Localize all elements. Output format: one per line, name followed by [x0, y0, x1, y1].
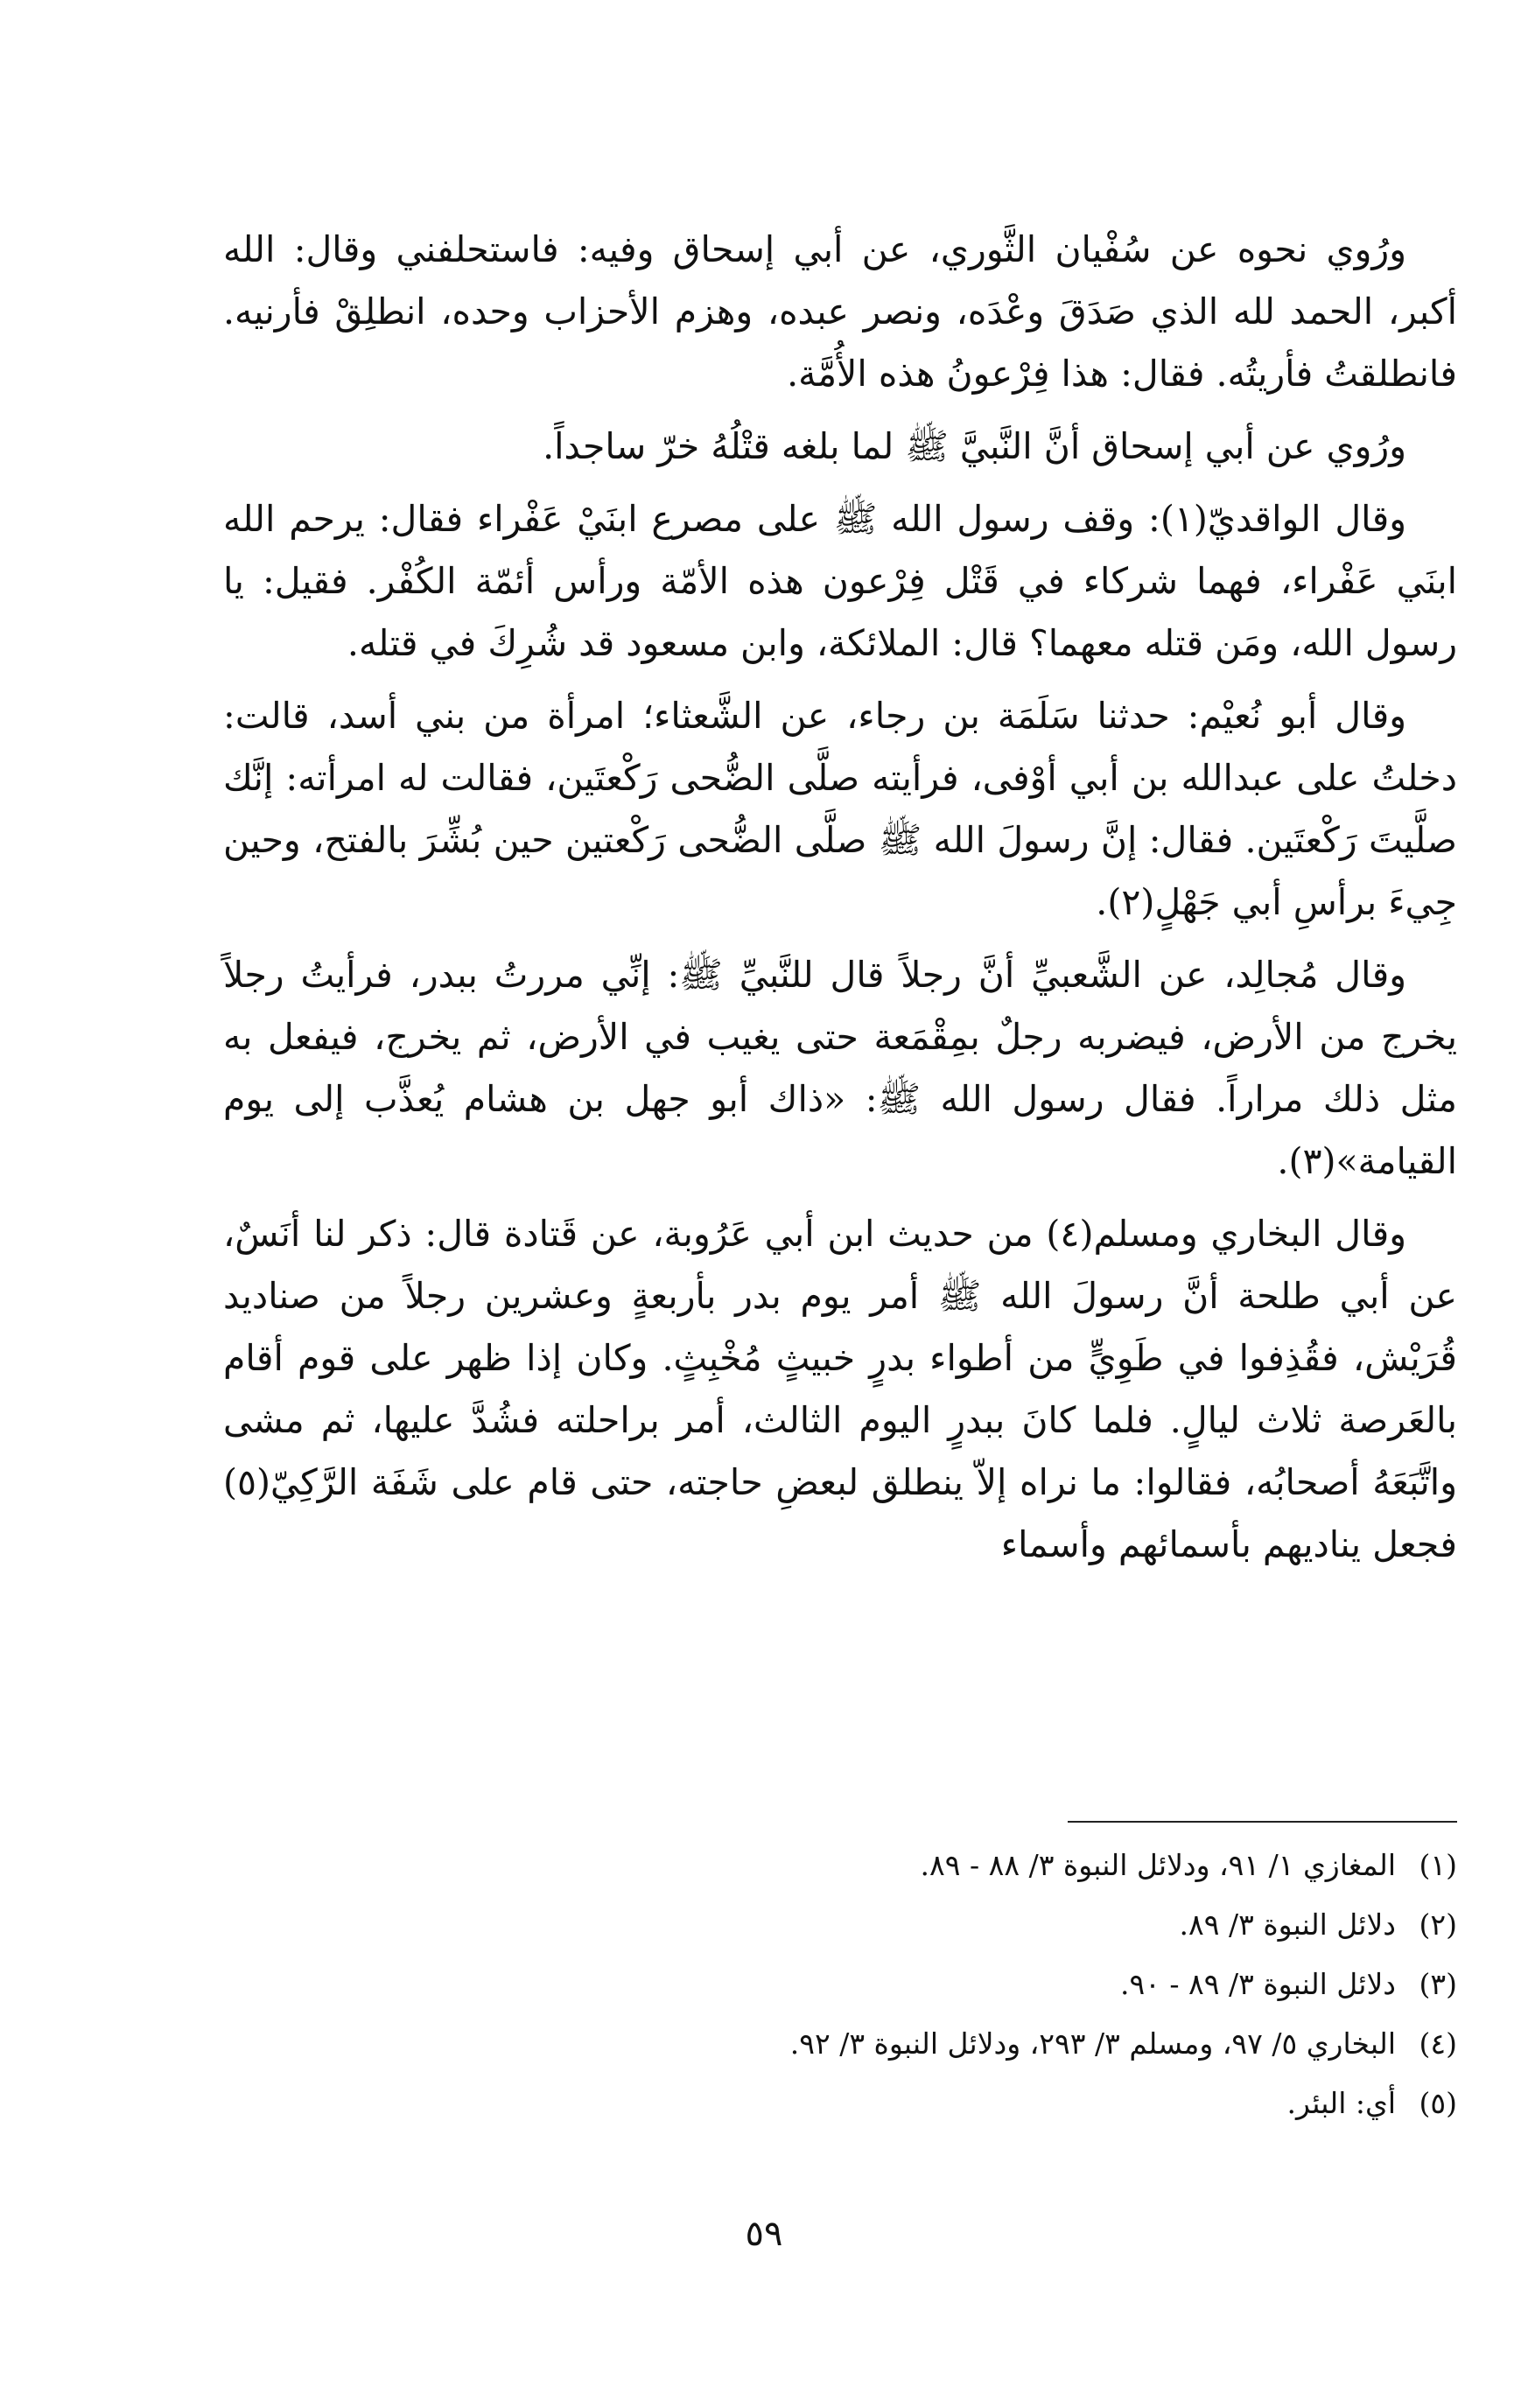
paragraph-5: وقال مُجالِد، عن الشَّعبيِّ أنَّ رجلاً قال للنَّبيِّ ﷺ: إنِّي مررتُ ببدر، فرأيتُ رجلاً يخرج من الأرض، فيضربه رجلٌ بمِقْمَعة حتى يغيب في الأرض، ثم يخرج، فيفعل به مثل ذلك مراراً. فقال رسول الله ﷺ: «ذاك أبو جهل بن هشام يُعذَّب إلى يوم القيامة»(٣).	[223, 954, 1457, 1182]
footnote-text: المغازي ١/ ٩١، ودلائل النبوة ٣/ ٨٨ - ٨٩.	[920, 1848, 1396, 1882]
footnote-1	[223, 1836, 1457, 1895]
footnote-5	[223, 2074, 1457, 2133]
footnote-3	[223, 1955, 1457, 2014]
page-number: ٥٩	[745, 2214, 783, 2254]
footnote-separator	[1068, 1821, 1457, 1823]
footnote-text: أي: البئر.	[1286, 2086, 1396, 2120]
main-text	[223, 219, 1457, 1586]
footnote-4	[223, 2014, 1457, 2074]
paragraph-6: وقال البخاري ومسلم(٤) من حديث ابن أبي عَرُوبة، عن قَتادة قال: ذكر لنا أنَسٌ، عن أبي طلحة أنَّ رسولَ الله ﷺ أمر يوم بدر بأربعةٍ وعشرين رجلاً من صناديد قُرَيْش، فقُذِفوا في طَوِيٍّ من أطواء بدرٍ خبيثٍ مُخْبِثٍ. وكان إذا ظهر على قوم أقام بالعَرصة ثلاث ليالٍ. فلما كانَ ببدرٍ اليوم الثالث، أمر براحلته فشُدَّ عليها، ثم مشى واتَّبَعَهُ أصحابُه، فقالوا: ما نراه إلاّ ينطلق لبعضِ حاجته، حتى قام على شَفَة الرَّكِيّ(٥) فجعل يناديهم بأسمائهم وأسماء	[223, 1213, 1457, 1565]
footnotes	[223, 1836, 1457, 2133]
footnote-number: (٥)	[1419, 2086, 1457, 2120]
footnote-number: (١)	[1419, 1848, 1457, 1882]
footnote-text: دلائل النبوة ٣/ ٨٩ - ٩٠.	[1119, 1967, 1396, 2001]
paragraph-1: ورُوي نحوه عن سُفْيان الثَّوري، عن أبي إسحاق وفيه: فاستحلفني وقال: الله أكبر، الحمد لله الذي صَدَقَ وعْدَه، ونصر عبده، وهزم الأحزاب وحده، انطلِقْ فأرنيه. فانطلقتُ فأريتُه. فقال: هذا فِرْعونُ هذه الأُمَّة.	[223, 228, 1457, 395]
footnote-text: دلائل النبوة ٣/ ٨٩.	[1179, 1908, 1396, 1942]
paragraph-4: وقال أبو نُعيْم: حدثنا سَلَمَة بن رجاء، عن الشَّعثاء؛ امرأة من بني أسد، قالت: دخلتُ على عبدالله بن أبي أوْفى، فرأيته صلَّى الضُّحى رَكْعتَين، فقالت له امرأته: إنَّك صلَّيتَ رَكْعتَين. فقال: إنَّ رسولَ الله ﷺ صلَّى الضُّحى رَكْعتين حين بُشِّرَ بالفتح، وحين جِيءَ برأسِ أبي جَهْلٍ(٢).	[223, 695, 1457, 923]
footnote-2	[223, 1895, 1457, 1955]
footnote-number: (٤)	[1419, 2026, 1457, 2061]
footnote-text: البخاري ٥/ ٩٧، ومسلم ٣/ ٢٩٣، ودلائل النبوة ٣/ ٩٢.	[789, 2026, 1396, 2061]
footnote-number: (٣)	[1419, 1967, 1457, 2001]
paragraph-2: ورُوي عن أبي إسحاق أنَّ النَّبيَّ ﷺ لما بلغه قتْلُهُ خرّ ساجداً.	[543, 425, 1406, 467]
footnote-number: (٢)	[1419, 1908, 1457, 1942]
paragraph-3: وقال الواقديّ(١): وقف رسول الله ﷺ على مصرع ابنَيْ عَفْراء فقال: يرحم الله ابنَي عَفْراء، فهما شركاء في قَتْل فِرْعون هذه الأمّة ورأس أئمّة الكُفْر. فقيل: يا رسول الله، ومَن قتله معهما؟ قال: الملائكة، وابن مسعود قد شُرِكَ في قتله.	[223, 498, 1457, 664]
